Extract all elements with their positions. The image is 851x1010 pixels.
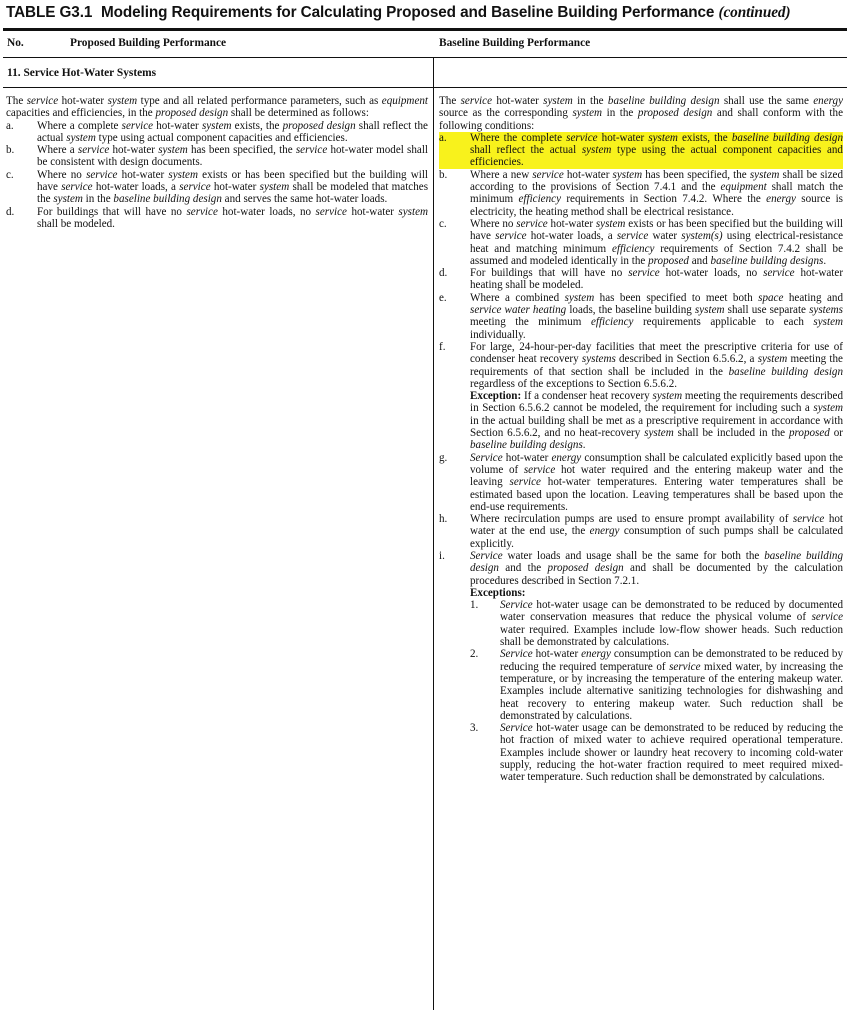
section-rule [3,87,847,88]
baseline-item-g [439,452,843,513]
baseline-item-i [439,550,843,784]
item-text [470,218,843,267]
item-paragraph: For buildings that will have no service hot-water loads, no service hot-water heating shall be modeled. [470,267,844,292]
baseline-item-b [439,169,843,218]
item-label: d. [6,205,15,218]
header-no: No. [7,37,24,49]
table-number: TABLE G3.1 [6,4,93,21]
item-label: g. [439,451,448,464]
item-label: e. [439,291,447,304]
exception-number: 3. [470,722,479,735]
item-label: c. [6,168,14,181]
item-text [470,452,843,513]
item-text [470,513,843,550]
item-label: h. [439,513,448,526]
proposed-intro: The service hot-water system type and all related performance parameters, such as equipment capacities and efficiencies, in the proposed design shall be determined as follows: [6,95,428,120]
proposed-item-d [6,206,428,231]
baseline-item-c [439,218,843,267]
table-continued: (continued) [718,4,791,21]
section-heading: 11. Service Hot-Water Systems [7,67,157,79]
exception-item-text: Service hot-water energy consumption can be demonstrated to be reduced by reducing the required temperature of service mixed water, by increasing the temperature, or by increasing the temperature of the entering makeup water. Examples include alternative sanitizing technologies for dishwashing and heat recovery to entering makeup water. Such reduction shall be demonstrated by calculations. [500,648,843,722]
item-paragraph: Where a combined system has been specified to meet both space heating and service water heating loads, the baseline building system shall use separate systems meeting the minimum efficiency requirements applicable to each system individually. [470,291,843,341]
top-rule [3,28,847,31]
proposed-item-c [6,169,428,206]
item-text [470,132,843,169]
item-label: f. [439,340,446,353]
exception-item-2 [470,648,843,722]
exception-label: Exception: [470,390,522,403]
item-text [37,169,428,206]
item-paragraph: Where no service hot-water system exists or has been specified but the building will have service hot-water loads, a service hot-water system shall be modeled that matches the system in the baseline building design and serves the same hot-water loads. [37,168,429,206]
exception-item-3 [470,722,843,783]
baseline-item-d [439,267,843,292]
item-text [37,120,428,145]
exception-text: If a condenser heat recovery system meeting the requirements described in Section 6.5.6.2 cannot be modeled, the requirement for including such a system in the actual building shall be met as a prescriptive requirement in accordance with Section 6.5.6.2, and no heat-recovery system shall be included in the proposed or baseline building designs. [470,390,844,452]
item-text [470,550,843,784]
exception-number: 1. [470,599,479,612]
item-label: b. [439,168,448,181]
item-paragraph: Where the complete service hot-water system exists, the baseline building design shall reflect the actual system type using the actual component capacities and efficiencies. [470,131,843,169]
proposed-column [6,95,428,230]
table-title [6,4,846,22]
item-label: b. [6,144,15,157]
baseline-item-a [439,132,843,169]
item-paragraph: For large, 24-hour-per-day facilities that meet the prescriptive criteria for use of condenser heat recovery systems described in Section 6.5.6.2, a system meeting the requirements of that section shall be included in the baseline building design regardless of the exceptions to Section 6.5.6.2. [470,340,843,390]
exception-number: 2. [470,648,479,661]
header-proposed: Proposed Building Performance [70,37,227,49]
header-rule [3,57,847,58]
item-paragraph: Where recirculation pumps are used to ensure prompt availability of service hot water at the end use, the energy consumption of such pumps shall be calculated explicitly. [470,513,844,550]
baseline-column [439,95,843,784]
item-text [470,341,843,452]
item-text [37,206,428,231]
exception-item-text: Service hot-water usage can be demonstrated to be reduced by documented water conservation measures that reduce the physical volume of service water required. Examples include low-flow shower heads. Such reduction shall be demonstrated by calculations. [500,599,843,649]
item-paragraph: Service water loads and usage shall be the same for both the baseline building design and the proposed design and shall be documented by the calculation procedures described in Section 7.2.1. [470,549,843,587]
baseline-item-h [439,513,843,550]
item-text [470,292,843,341]
item-paragraph: Service hot-water energy consumption shall be calculated explicitly based upon the volume of service hot water required and the entering makeup water and the leaving service hot-water temperatures. Entering water temperatures shall be estimated based upon the location. Leaving temperatures shall be based upon the end-use requirements. [470,451,844,513]
item-text [470,169,843,218]
item-paragraph: Where a service hot-water system has been specified, the service hot-water model shall be consistent with design documents. [37,144,429,169]
baseline-item-f [439,341,843,452]
exception-paragraph [470,390,843,451]
item-label: d. [439,267,448,280]
column-divider [433,58,434,1010]
item-paragraph: Where a new service hot-water system has been specified, the system shall be sized according to the provisions of Section 7.4.1 and the equipment shall match the minimum efficiency requirements in Section 7.4.2. Where the energy source is electricity, the heating method shall be electrical resistance. [470,168,843,218]
table-title-text: Modeling Requirements for Calculating Proposed and Baseline Building Performance [101,4,719,21]
exception-item-text: Service hot-water usage can be demonstrated to be reduced by reducing the hot fraction of mixed water to achieve required operational temperature. Examples include shower or laundry heat recovery to incoming cold-water supply, reducing the hot-water fraction required to meet required mixed-water temperature. Such reduction shall be demonstrated by calculations. [500,722,843,784]
proposed-item-a [6,120,428,145]
baseline-item-e [439,292,843,341]
item-text [470,267,843,292]
item-label: a. [6,119,14,132]
exceptions-label: Exceptions: [470,586,526,599]
header-baseline: Baseline Building Performance [439,37,591,49]
item-label: i. [439,549,445,562]
item-label: a. [439,131,447,144]
item-label: c. [439,217,447,230]
exception-item-1 [470,599,843,648]
item-paragraph: Where a complete service hot-water system exists, the proposed design shall reflect the actual system type using actual component capacities and efficiencies. [37,119,428,144]
item-text [37,144,428,169]
item-paragraph: Where no service hot-water system exists or has been specified but the building will have service hot-water loads, a service water system(s) using electrical-resistance heat and matching minimum efficiency requirements of Section 7.4.2 shall be assumed and modeled identically in the proposed and baseline building designs. [470,217,844,267]
baseline-intro: The service hot-water system in the baseline building design shall use the same energy source as the corresponding system in the proposed design and shall conform with the following conditions: [439,95,843,132]
item-paragraph: For buildings that will have no service hot-water loads, no service hot-water system shall be modeled. [37,205,428,230]
proposed-item-b [6,144,428,169]
